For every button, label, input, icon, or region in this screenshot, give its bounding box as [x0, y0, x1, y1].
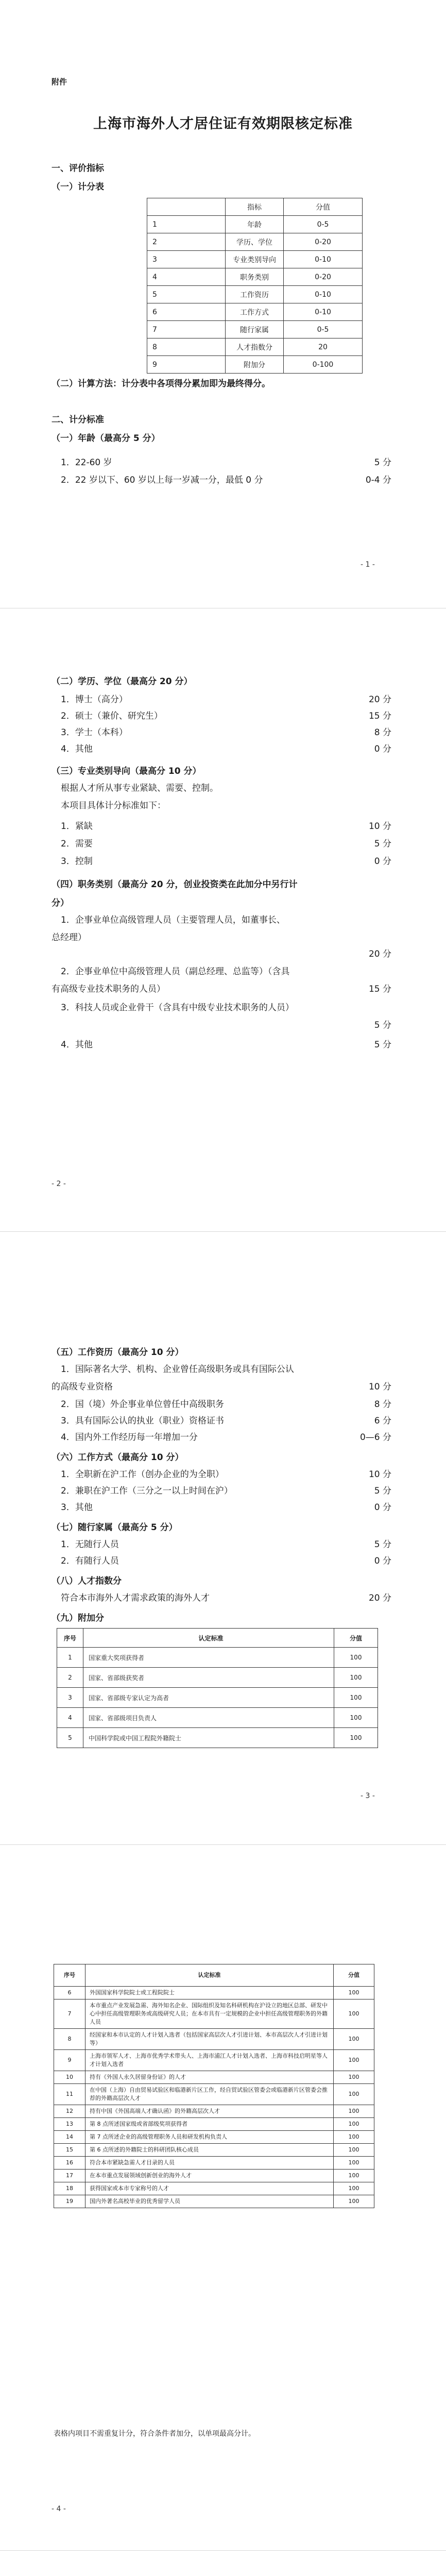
table-cell: 9	[54, 2050, 85, 2071]
section-2-heading: 二、计分标准	[52, 415, 104, 425]
table-row	[54, 2157, 374, 2170]
table-row	[147, 303, 363, 321]
work-item-3: 3．具有国际公认的执业（职业）资格证书	[61, 1416, 224, 1426]
table-row	[54, 2084, 374, 2105]
table-cell: 2	[57, 1668, 83, 1688]
score-table	[147, 198, 363, 374]
table-cell: 0-100	[284, 356, 363, 374]
table-cell: 0-10	[284, 303, 363, 321]
table-cell: 14	[54, 2131, 85, 2144]
edu-item: 4．其他	[61, 744, 93, 754]
table-cell: 国内外著名高校毕业的优秀留学人员	[85, 2195, 334, 2208]
score-table-header-cell: 指标	[226, 198, 284, 216]
table-cell: 中国科学院或中国工程院外籍院士	[83, 1728, 334, 1748]
work-item-1a: 1．国际著名大学、机构、企业曾任高级职务或具有国际公认	[61, 1364, 294, 1375]
extra-table-2	[54, 1964, 374, 2208]
table-row	[57, 1688, 378, 1708]
major-item: 1．紧缺	[61, 821, 93, 832]
table-row	[54, 2029, 374, 2050]
major-title: （三）专业类别导向（最高分 10 分）	[52, 766, 201, 776]
edu-item-score: 8 分	[374, 727, 391, 738]
table-row	[54, 2118, 374, 2131]
table-cell: 100	[334, 2131, 374, 2144]
table-row	[147, 286, 363, 303]
table-cell: 100	[334, 2157, 374, 2170]
job-title-a: （四）职务类别（最高分 20 分，创业投资类在此加分中另行计	[52, 879, 298, 890]
table-row	[57, 1728, 378, 1748]
page-number-3: - 3 -	[361, 1792, 375, 1800]
extra-table-1	[57, 1628, 378, 1748]
table-cell: 外国国家科学院院士或工程院院士	[85, 1987, 334, 1999]
major-item-score: 10 分	[368, 821, 391, 832]
job-item-2a: 2．企事业单位中高级管理人员（副总经理、总监等）（含具	[61, 967, 290, 977]
table-header-cell: 认定标准	[85, 1964, 334, 1987]
job-title-b: 分）	[52, 898, 69, 908]
table-cell: 0-20	[284, 268, 363, 286]
major-item-score: 0 分	[374, 856, 391, 867]
table-cell: 符合本市紧缺急需人才目录的人员	[85, 2157, 334, 2170]
table-cell: 0-5	[284, 321, 363, 338]
table-header-cell: 序号	[57, 1629, 83, 1648]
table-cell: 100	[334, 2195, 374, 2208]
table-cell: 9	[147, 356, 226, 374]
mode-title: （六）工作方式（最高分 10 分）	[52, 1452, 184, 1463]
table-cell: 5	[147, 286, 226, 303]
table-cell: 0-10	[284, 251, 363, 268]
edu-item: 2．硕士（兼价、研究生）	[61, 711, 163, 721]
age-line-2-score: 0-4 分	[365, 475, 391, 485]
work-title: （五）工作资历（最高分 10 分）	[52, 1347, 184, 1358]
table-cell: 20	[284, 338, 363, 356]
page-divider	[0, 1231, 446, 1232]
table-cell: 人才指数分	[226, 338, 284, 356]
table-cell: 本市重点产业发展急需、海外知名企业、国际组织及知名科研机构在沪设立的地区总部、研发中心中担任高级管理职务或高级研究人员；在本市具有一定规模的企业中担任高级管理职务的外籍人员	[85, 1999, 334, 2029]
job-item-2-score: 15 分	[368, 984, 391, 994]
table-cell: 8	[54, 2029, 85, 2050]
table-cell: 4	[147, 268, 226, 286]
job-item-1-score: 20 分	[368, 949, 391, 959]
table-row	[147, 321, 363, 338]
age-line-1: 1．22-60 岁	[61, 457, 112, 468]
mode-item-3-score: 0 分	[374, 1502, 391, 1513]
age-title: （一）年龄（最高分 5 分）	[52, 433, 160, 444]
table-cell: 附加分	[226, 356, 284, 374]
table-cell: 100	[334, 2182, 374, 2195]
attachment-label: 附件	[52, 77, 67, 87]
table-cell: 0-5	[284, 216, 363, 233]
table-cell: 国家、省部级获奖者	[83, 1668, 334, 1688]
table-cell: 7	[147, 321, 226, 338]
table-row	[57, 1648, 378, 1668]
table-row	[54, 2195, 374, 2208]
table-cell: 在本市重点发展领域创新创业的海外人才	[85, 2170, 334, 2182]
table-cell: 持有《外国人永久居留身份证》的人才	[85, 2071, 334, 2084]
family-item-2-score: 0 分	[374, 1556, 391, 1566]
table-cell: 8	[147, 338, 226, 356]
table-header-cell: 分值	[334, 1964, 374, 1987]
table-cell: 17	[54, 2170, 85, 2182]
table-cell: 第 8 点所述国家级或省部级奖项获得者	[85, 2118, 334, 2131]
table-cell: 获得国家或本市专家称号的人才	[85, 2182, 334, 2195]
table-cell: 第 6 点所述的外籍院士的科研团队核心成员	[85, 2144, 334, 2157]
table-cell: 100	[334, 1999, 374, 2029]
table-row	[147, 268, 363, 286]
score-table-header-cell	[147, 198, 226, 216]
table-row	[54, 2170, 374, 2182]
table-cell: 专业类别导向	[226, 251, 284, 268]
job-item-3: 3．科技人员或企业骨干（含具有中级专业技术职务的人员）	[61, 1003, 294, 1013]
table-cell: 随行家属	[226, 321, 284, 338]
edu-item-score: 0 分	[374, 744, 391, 754]
table-cell: 100	[334, 2029, 374, 2050]
major-item: 2．需要	[61, 839, 93, 849]
table-cell: 职务类别	[226, 268, 284, 286]
table-header-cell: 认定标准	[83, 1629, 334, 1648]
work-item-2: 2．国（境）外企事业单位曾任中高级职务	[61, 1399, 224, 1410]
table-cell: 100	[334, 2084, 374, 2105]
table-cell: 100	[334, 2144, 374, 2157]
table-cell: 11	[54, 2084, 85, 2105]
table-cell: 100	[334, 2170, 374, 2182]
table-row	[147, 216, 363, 233]
major-desc-1: 根据人才所从事专业紧缺、需要、控制。	[61, 783, 218, 793]
table-cell: 国家重大奖项获得者	[83, 1648, 334, 1668]
table-row	[147, 338, 363, 356]
table-cell: 16	[54, 2157, 85, 2170]
document-title: 上海市海外人才居住证有效期限核定标准	[93, 116, 353, 132]
section-1-sub2: （二）计算方法：计分表中各项得分累加即为最终得分。	[52, 379, 270, 389]
family-title: （七）随行家属（最高分 5 分）	[52, 1522, 178, 1533]
major-desc-2: 本项目具体计分标准如下：	[61, 801, 166, 811]
age-line-1-score: 5 分	[374, 457, 391, 468]
edu-title: （二）学历、学位（最高分 20 分）	[52, 676, 193, 687]
major-item-score: 5 分	[374, 839, 391, 849]
table-cell: 100	[334, 1728, 378, 1748]
table-row	[147, 251, 363, 268]
section-1-sub1: （一）计分表	[52, 182, 104, 192]
table-row	[54, 2131, 374, 2144]
table-row	[57, 1668, 378, 1688]
family-item-1: 1．无随行人员	[61, 1539, 119, 1550]
page-divider	[0, 1844, 446, 1845]
section-1-heading: 一、评价指标	[52, 163, 104, 174]
table-cell: 1	[57, 1648, 83, 1668]
table-row	[147, 233, 363, 251]
score-table-header	[147, 198, 363, 216]
mode-item-2-score: 5 分	[374, 1486, 391, 1496]
table-cell: 13	[54, 2118, 85, 2131]
table-cell: 5	[57, 1728, 83, 1748]
edu-item: 1．博士（高分）	[61, 694, 128, 705]
score-table-header-cell: 分值	[284, 198, 363, 216]
table-cell: 持有中国《外国高端人才确认函》的外籍高层次人才	[85, 2105, 334, 2118]
table-cell: 0-10	[284, 286, 363, 303]
table-cell: 7	[54, 1999, 85, 2029]
edu-item-score: 20 分	[368, 694, 391, 705]
family-item-1-score: 5 分	[374, 1539, 391, 1550]
job-item-1a: 1．企事业单位高级管理人员（主要管理人员，如董事长、	[61, 915, 285, 925]
table-row	[54, 2144, 374, 2157]
table-cell: 1	[147, 216, 226, 233]
table-cell: 2	[147, 233, 226, 251]
work-item-1b: 的高级专业资格	[52, 1382, 113, 1392]
table-row	[54, 2105, 374, 2118]
table-cell: 学历、学位	[226, 233, 284, 251]
edu-item: 3．学士（本科）	[61, 727, 128, 738]
page-number-2: - 2 -	[52, 1180, 66, 1188]
table-cell: 工作方式	[226, 303, 284, 321]
table-row	[54, 2050, 374, 2071]
job-item-4: 4．其他	[61, 1040, 93, 1050]
table-cell: 0-20	[284, 233, 363, 251]
table-cell: 经国家和本市认定的人才计划入选者（包括国家高层次人才引进计划、本市高层次人才引进计划等）	[85, 2029, 334, 2050]
major-item: 3．控制	[61, 856, 93, 867]
mode-item-1: 1．全职新在沪工作（创办企业的为全职）	[61, 1469, 224, 1480]
table-cell: 100	[334, 1708, 378, 1728]
table-row	[147, 356, 363, 374]
edu-item-score: 15 分	[368, 711, 391, 721]
talent-item-1-score: 20 分	[368, 1593, 391, 1603]
work-item-4-score: 0—6 分	[359, 1432, 391, 1443]
table-header-cell: 分值	[334, 1629, 378, 1648]
table-cell: 国家、省部级项目负责人	[83, 1708, 334, 1728]
table-cell: 100	[334, 2105, 374, 2118]
table-cell: 18	[54, 2182, 85, 2195]
table-cell: 12	[54, 2105, 85, 2118]
extra-table-header	[54, 1964, 374, 1987]
table-row	[57, 1708, 378, 1728]
table-cell: 100	[334, 1668, 378, 1688]
talent-item-1: 符合本市海外人才需求政策的海外人才	[61, 1593, 210, 1603]
table-cell: 上海市领军人才、上海市优秀学术带头人、上海市浦江人才计划入选者、上海市科技启明星等人才计划入选者	[85, 2050, 334, 2071]
job-item-4-score: 5 分	[374, 1040, 391, 1050]
family-item-2: 2．有随行人员	[61, 1556, 119, 1566]
table-header-cell: 序号	[54, 1964, 85, 1987]
table-cell: 100	[334, 2118, 374, 2131]
table-row	[54, 2071, 374, 2084]
work-item-3-score: 6 分	[374, 1416, 391, 1426]
table-cell: 19	[54, 2195, 85, 2208]
table-cell: 10	[54, 2071, 85, 2084]
table-cell: 15	[54, 2144, 85, 2157]
table-cell: 3	[57, 1688, 83, 1708]
work-item-2-score: 8 分	[374, 1399, 391, 1410]
job-item-1b: 总经理）	[52, 933, 87, 943]
extra-title: （九）附加分	[52, 1613, 104, 1623]
mode-item-2: 2．兼职在沪工作（三分之一以上时间在沪）	[61, 1486, 233, 1496]
table-cell: 100	[334, 2071, 374, 2084]
work-item-1-score: 10 分	[368, 1382, 391, 1392]
page-divider	[0, 2550, 446, 2551]
talent-title: （八）人才指数分	[52, 1576, 122, 1586]
table-cell: 在中国（上海）自由贸易试验区和临港新片区工作，经自贸试验区管委会或临港新片区管委会推荐的外籍高层次人才	[85, 2084, 334, 2105]
extra-note: 表格内项目不需重复计分，符合条件者加分，以单项最高分计。	[54, 2430, 255, 2438]
table-cell: 100	[334, 1688, 378, 1708]
table-cell: 4	[57, 1708, 83, 1728]
table-row	[54, 1999, 374, 2029]
work-item-4: 4．国内外工作经历每一年增加一分	[61, 1432, 198, 1443]
table-cell: 第 7 点所述企业的高级管理职务人员和研发机构负责人	[85, 2131, 334, 2144]
page-number-1: - 1 -	[361, 561, 375, 569]
job-item-2b: 有高级专业技术职务的人员）	[52, 984, 165, 994]
table-cell: 100	[334, 1987, 374, 1999]
table-cell: 工作资历	[226, 286, 284, 303]
table-row	[54, 1987, 374, 1999]
job-item-3-score: 5 分	[374, 1020, 391, 1030]
age-line-2: 2．22 岁以下、60 岁以上每一岁减一分，最低 0 分	[61, 475, 263, 485]
table-cell: 年龄	[226, 216, 284, 233]
table-cell: 100	[334, 1648, 378, 1668]
extra-table-header	[57, 1629, 378, 1648]
page-number-4: - 4 -	[52, 2505, 66, 2513]
mode-item-3: 3．其他	[61, 1502, 93, 1513]
table-cell: 3	[147, 251, 226, 268]
table-cell: 国家、省部级专家认定为高者	[83, 1688, 334, 1708]
mode-item-1-score: 10 分	[368, 1469, 391, 1480]
table-cell: 100	[334, 2050, 374, 2071]
table-cell: 6	[147, 303, 226, 321]
table-cell: 6	[54, 1987, 85, 1999]
table-row	[54, 2182, 374, 2195]
